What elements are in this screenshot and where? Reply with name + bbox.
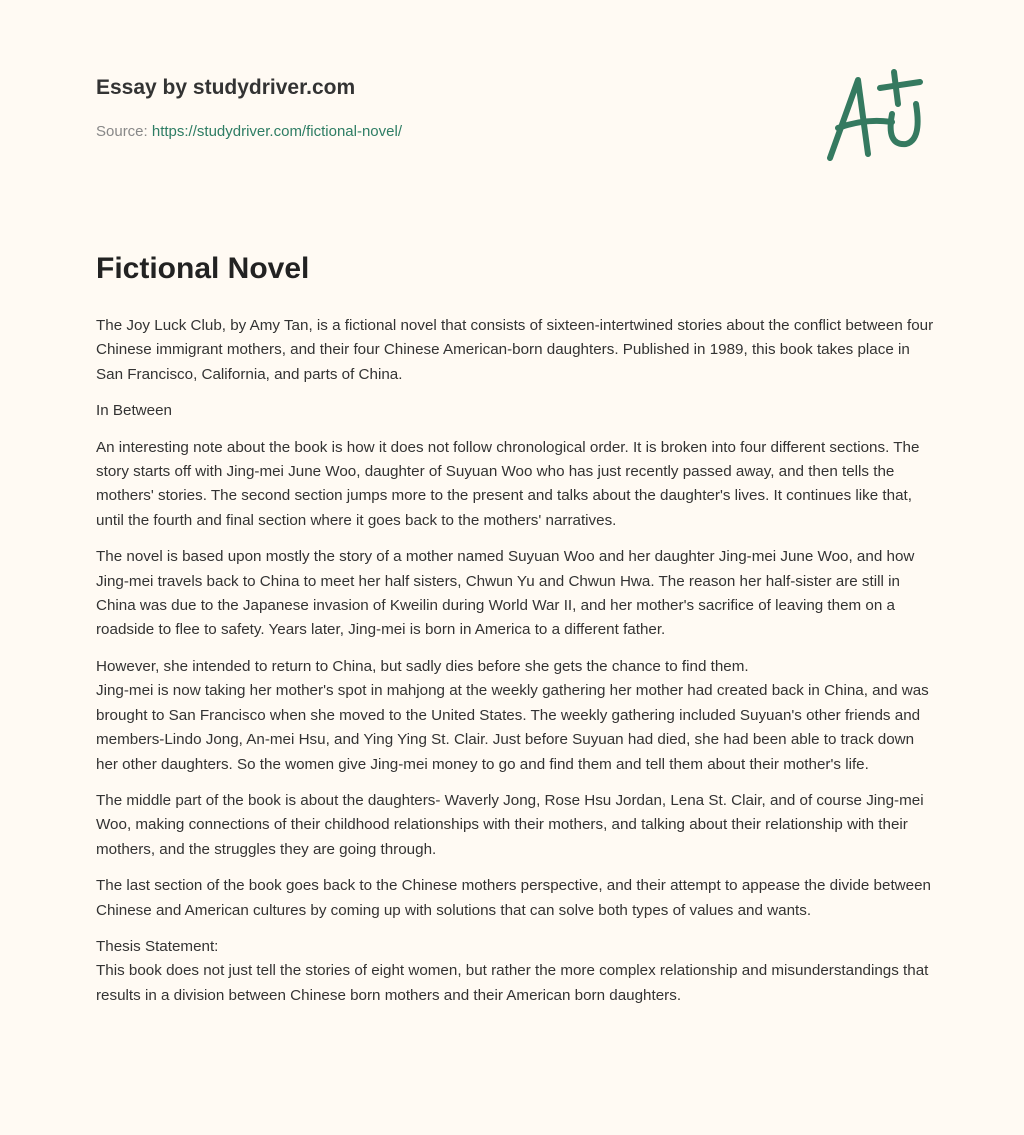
paragraph-last-section: The last section of the book goes back to the Chinese mothers perspective, and their attempt to appease the divide between Chinese and American cultures by coming up with solutions that can solve both types of values and wants.	[96, 877, 931, 919]
essay-title: Fictional Novel	[96, 252, 310, 285]
paragraph-thesis	[96, 935, 936, 1008]
site-title: Essay by studydriver.com	[96, 76, 356, 99]
source-line	[96, 123, 402, 140]
thesis-text: This book does not just tell the stories of eight women, but rather the more complex relationship and misunderstandings that results in a division between Chinese born mothers and their American born daughters.	[96, 962, 929, 1004]
paragraph-plot: The novel is based upon mostly the story of a mother named Suyuan Woo and her daughter Jing-mei June Woo, and how Jing-mei travels back to China to meet her half sisters, Chwun Yu and Chwun Hwa. The reason her half-sister are still in China was due to the Japanese invasion of Kweilin during World War II, and her mother's sacrifice of leaving them on a roadside to flee to safety. Years later, Jing-mei is born in America to a different father.	[96, 548, 915, 639]
paragraph-line: However, she intended to return to China, but sadly dies before she gets the chance to find them.	[96, 657, 749, 675]
paragraph-jing-mei	[96, 655, 936, 777]
paragraph-structure: An interesting note about the book is how it does not follow chronological order. It is broken into four different sections. The story starts off with Jing-mei June Woo, daughter of Suyuan Woo who has just recently passed away, and then tells the mothers' stories. The second section jumps more to the present and talks about the daughter's lives. It continues like that, until the fourth and final section where it goes back to the mothers' narratives.	[96, 438, 920, 529]
source-link[interactable]: https://studydriver.com/fictional-novel/	[151, 123, 402, 140]
a-plus-logo-icon	[820, 68, 930, 168]
paragraph-daughters: The middle part of the book is about the daughters- Waverly Jong, Rose Hsu Jordan, Lena St. Clair, and of course Jing-mei Woo, making connections of their childhood relationships with their mothers, and talking about their relationship with their mothers, and the struggles they are going through.	[96, 791, 924, 858]
thesis-heading: Thesis Statement:	[96, 937, 219, 955]
essay-body	[96, 314, 936, 1020]
section-heading-in-between: In Between	[96, 402, 172, 420]
paragraph-intro: The Joy Luck Club, by Amy Tan, is a fictional novel that consists of sixteen-intertwined stories about the conflict between four Chinese immigrant mothers, and their four Chinese American-born daughters. Published in 1989, this book takes place in San Francisco, California, and parts of China.	[96, 317, 934, 383]
source-label: Source:	[96, 123, 148, 140]
paragraph-line: Jing-mei is now taking her mother's spot in mahjong at the weekly gathering her mother had created back in China, and was brought to San Francisco when she moved to the United States. The weekly gathering included Suyuan's other friends and members-Lindo Jong, An-mei Hsu, and Ying Ying St. Clair. Just before Suyuan had died, she had been able to track down her other daughters. So the women give Jing-mei money to go and find them and tell them about their mother's life.	[96, 682, 929, 773]
